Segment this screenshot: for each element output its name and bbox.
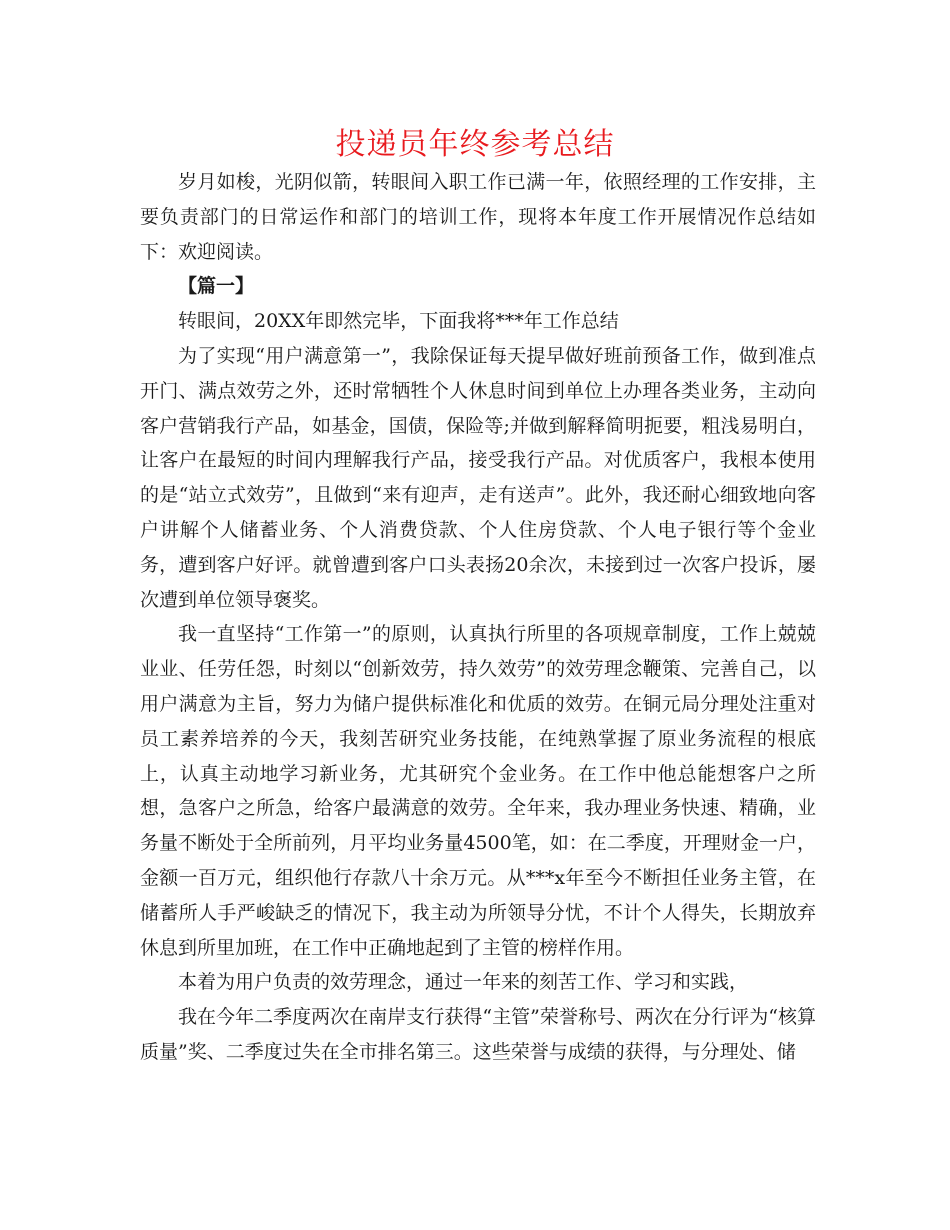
paragraph: 我一直坚持“工作第一”的原则，认真执行所里的各项规章制度，工作上兢兢业业、任劳任怨，时刻以“创新效劳，持久效劳”的效劳理念鞭策、完善自己，以用户满意为主旨，努力为储户提供标准化和优质的效劳。在铜元局分理处注重对员工素养培养的今天，我刻苦研究业务技能，在纯熟掌握了原业务流程的根底上，认真主动地学习新业务，尤其研究个金业务。在工作中他总能想客户之所想，急客户之所急，给客户最满意的效劳。全年来，我办理业务快速、精确，业务量不断处于全所前列，月平均业务量4500笔，如：在二季度，开理财金一户，金额一百万元，组织他行存款八十余万元。从***x年至今不断担任业务主管，在储蓄所人手严峻缺乏的情况下，我主动为所领导分忧，不计个人得失，长期放弃休息到所里加班，在工作中正确地起到了主管的榜样作用。	[140, 623, 816, 959]
paragraph: 我在今年二季度两次在南岸支行获得“主管”荣誉称号、两次在分行评为“核算质量”奖、二季度过失在全市排名第三。这些荣誉与成绩的获得，与分理处、储	[140, 1006, 816, 1063]
section-heading: 【篇一】	[178, 275, 255, 298]
document-body	[140, 165, 816, 1070]
paragraph-intro: 岁月如梭，光阴似箭，转眼间入职工作已满一年，依照经理的工作安排，主要负责部门的日常运作和部门的培训工作，现将本年度工作开展情况作总结如下：欢迎阅读。	[140, 171, 816, 263]
paragraph: 本着为用户负责的效劳理念，通过一年来的刻苦工作、学习和实践，	[178, 971, 749, 994]
paragraph: 为了实现“用户满意第一”，我除保证每天提早做好班前预备工作，做到准点开门、满点效劳之外，还时常牺牲个人休息时间到单位上办理各类业务，主动向客户营销我行产品，如基金，国债，保险等;并做到解释简明扼要，粗浅易明白，让客户在最短的时间内理解我行产品，接受我行产品。对优质客户，我根本使用的是“站立式效劳”，且做到“来有迎声，走有送声”。此外，我还耐心细致地向客户讲解个人储蓄业务、个人消费贷款、个人住房贷款、个人电子银行等个金业务，遭到客户好评。就曾遭到客户口头表扬20余次，未接到过一次客户投诉，屡次遭到单位领导褒奖。	[140, 344, 816, 611]
document-title: 投递员年终参考总结	[335, 127, 615, 162]
paragraph: 转眼间，20XX年即然完毕，下面我将***年工作总结	[178, 310, 619, 333]
